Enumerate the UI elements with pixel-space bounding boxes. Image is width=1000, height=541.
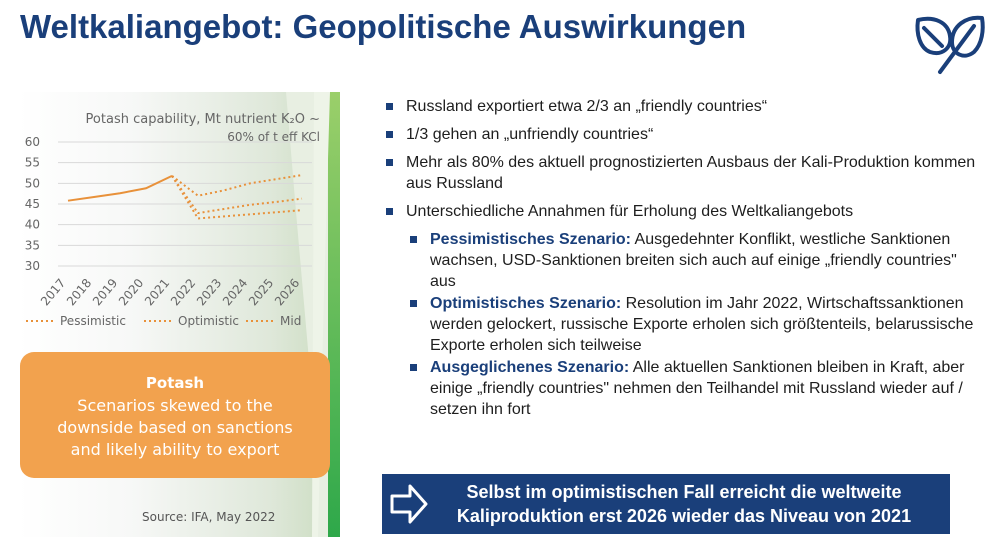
scenario-heading: Pessimistisches Szenario: [430,231,631,248]
chart-lines [68,175,302,218]
x-tick-label: 2023 [193,275,225,309]
y-tick-label: 35 [24,238,40,253]
potash-chart [18,130,340,340]
bullet-list [382,96,982,421]
y-tick-label: 45 [24,197,40,211]
page-title: Weltkaliangebot: Geopolitische Auswirkungen [20,8,747,45]
chart-grid [58,142,312,266]
x-axis-ticks [38,276,302,308]
history-line [68,176,172,201]
potash-callout [20,352,330,478]
bullet-text: 1/3 gehen an „unfriendly countries“ [406,126,654,143]
scenario-text: Ausgedehnter Konflikt, westliche Sanktionen wachsen, USD-Sanktionen breiten sich auch auf einige „friendly countries" aus [430,231,957,290]
source-note: Source: IFA, May 2022 [142,510,276,524]
x-tick-label: 2021 [141,275,173,309]
y-tick-label: 30 [24,259,40,273]
bullet-item [382,152,982,194]
x-tick-label: 2025 [245,275,277,309]
bullet-item [382,96,982,117]
bullet-item [382,124,982,145]
callout-line: downside based on sanctions [57,418,293,437]
series-line-optimistic [172,175,302,196]
bullet-item [382,201,982,222]
scenario-text: Resolution im Jahr 2022, Wirtschaftssanktionen werden gelockert, russische Exporte erholen sich größtenteils, belarussische Exporte erholen sich teilweise [430,295,974,354]
x-tick-label: 2019 [89,275,121,309]
bullet-text: Unterschiedliche Annahmen für Erholung des Weltkaliangebots [406,203,854,220]
bullet-marker [386,131,393,138]
chart-legend [26,314,301,328]
x-tick-label: 2022 [167,275,199,309]
x-tick-label: 2018 [63,275,95,309]
y-tick-label: 40 [24,217,40,232]
banner-text [422,480,946,528]
bullet-marker [410,300,417,307]
chart-title: Potash capability, Mt nutrient K₂O ~ [85,112,320,127]
series-line-mid [172,176,302,213]
bullet-marker [410,236,417,243]
chart-subtitle: 60% of t eff KCl [227,130,320,144]
y-tick-label: 50 [24,176,40,191]
callout-line: Scenarios skewed to the [77,396,273,415]
banner-line: Kaliproduktion erst 2026 wieder das Niveau von 2021 [456,506,912,526]
scenario-item [382,357,982,420]
x-tick-label: 2026 [271,275,303,309]
y-tick-label: 55 [24,155,40,170]
x-tick-label: 2017 [37,275,69,309]
y-axis-ticks [25,135,40,273]
bullet-marker [386,208,393,215]
scenario-heading: Ausgeglichenes Szenario: [430,359,630,376]
series-line-pessimistic [172,176,302,219]
callout-body [20,395,330,461]
bullet-marker [386,103,393,110]
x-tick-label: 2024 [219,275,251,309]
scenario-item [382,293,982,356]
scenario-text: Alle aktuellen Sanktionen bleiben in Kraft, aber einige „friendly countries" nehmen den Teilhandel mit Russland wieder auf / setzen ihn fort [430,359,965,418]
scenario-item [382,229,982,292]
legend-label: Pessimistic [60,314,126,328]
callout-title: Potash [145,374,205,392]
legend-label: Optimistic [178,314,240,328]
banner-line: Selbst im optimistischen Fall erreicht die weltweite [466,482,902,502]
legend-label: Mid [280,314,302,328]
leaf-icon [912,12,988,76]
bullet-text: Mehr als 80% des aktuell prognostizierten Ausbaus der Kali-Produktion kommen aus Russland [406,154,976,192]
bullet-marker [386,159,393,166]
scenario-heading: Optimistisches Szenario: [430,295,622,312]
callout-line: and likely ability to export [70,440,280,459]
bullet-text: Russland exportiert etwa 2/3 an „friendly countries“ [406,98,768,115]
x-tick-label: 2020 [115,275,147,309]
y-tick-label: 60 [24,135,40,149]
bullet-marker [410,364,417,371]
conclusion-banner [382,474,950,534]
